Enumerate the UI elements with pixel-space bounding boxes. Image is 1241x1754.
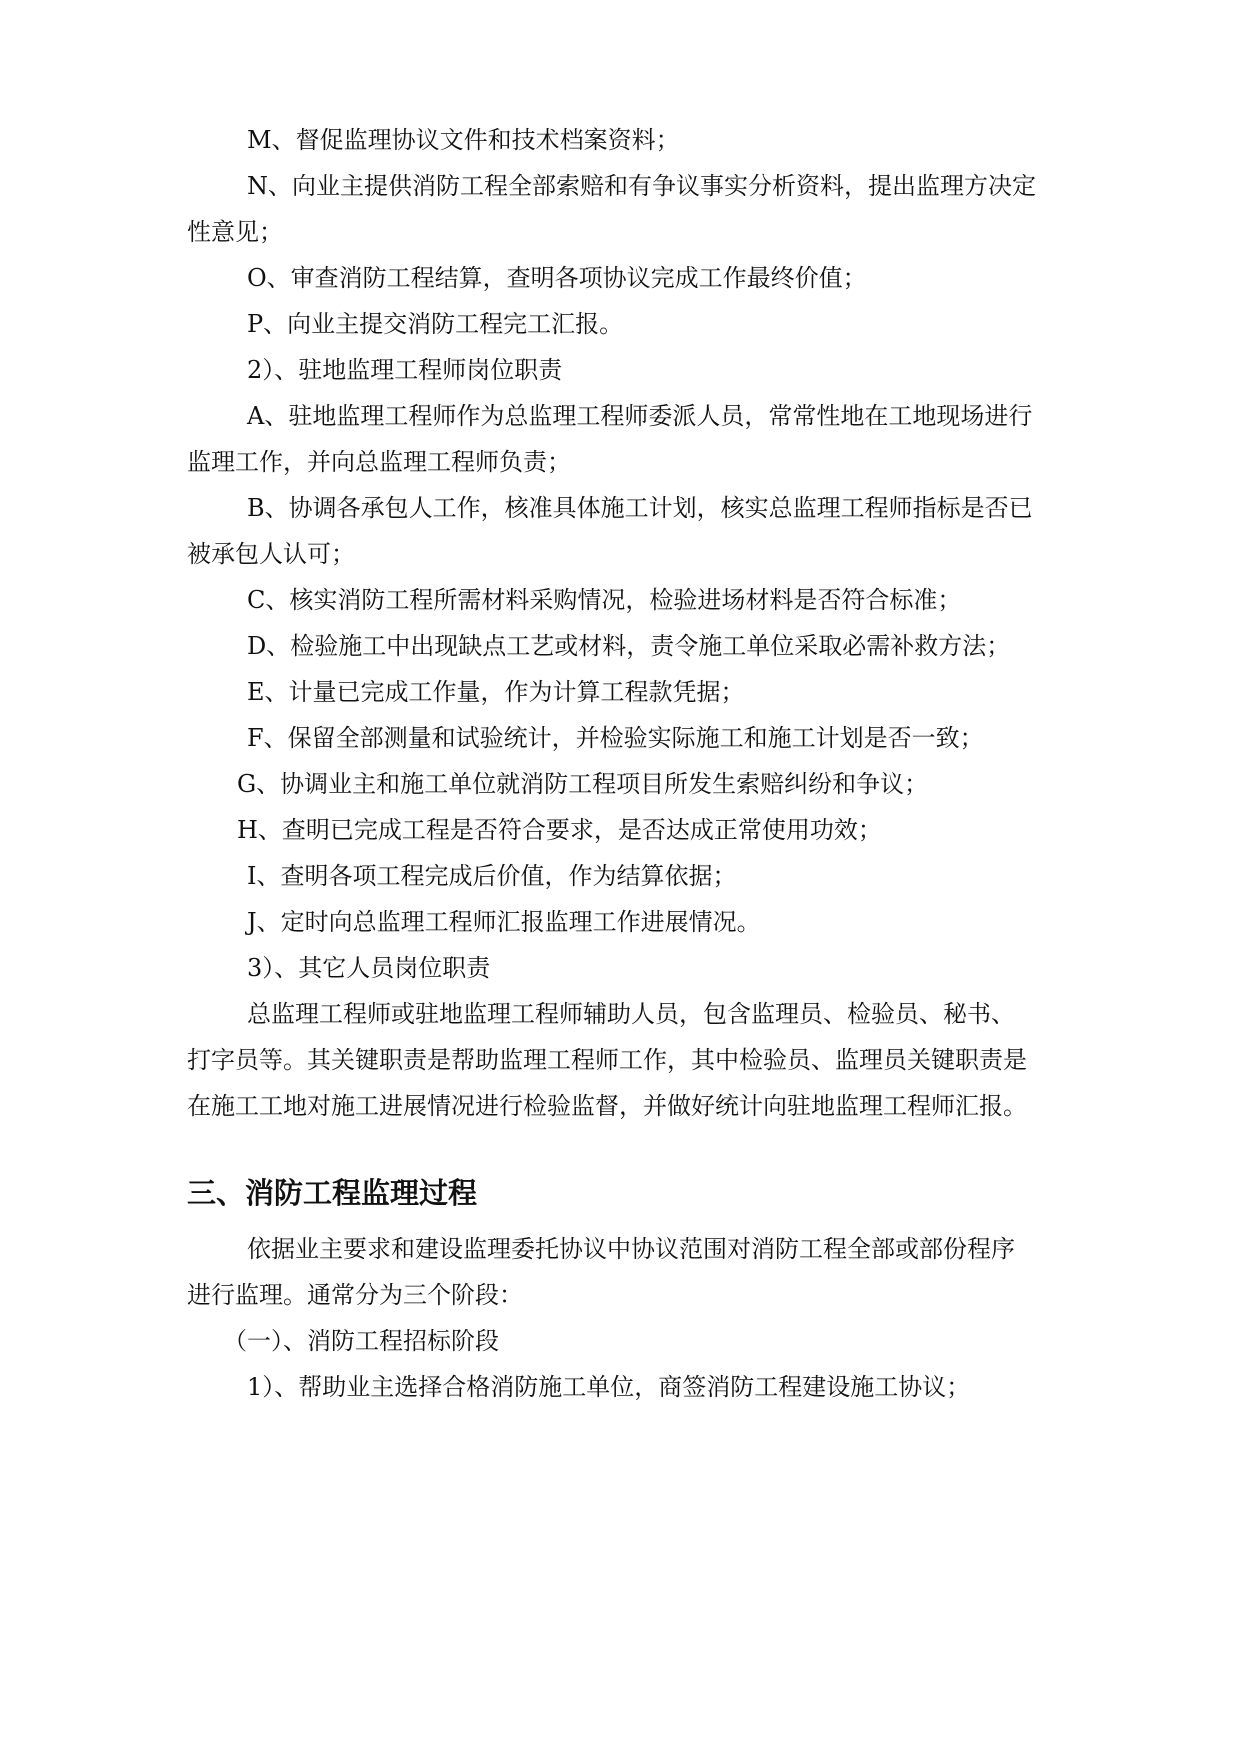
paragraph-line: I、查明各项工程完成后价值，作为结算依据；	[247, 862, 737, 890]
paragraph-line: E、计量已完成工作量，作为计算工程款凭据；	[247, 678, 745, 706]
paragraph-line: 在施工工地对施工进展情况进行检验监督，并做好统计向驻地监理工程师汇报。	[187, 1092, 1027, 1120]
section-heading: 三、消防工程监理过程	[187, 1176, 478, 1210]
paragraph-line: B、协调各承包人工作，核准具体施工计划，核实总监理工程师指标是否已	[247, 494, 1033, 522]
paragraph-line: J、定时向总监理工程师汇报监理工作进展情况。	[247, 908, 761, 936]
paragraph-line: 被承包人认可；	[187, 540, 355, 568]
subsection-heading: 3）、其它人员岗位职责	[247, 954, 491, 982]
paragraph-line: N、向业主提供消防工程全部索赔和有争议事实分析资料，提出监理方决定	[247, 172, 1036, 200]
subsection-heading: （一）、消防工程招标阶段	[223, 1327, 499, 1355]
paragraph-line: 进行监理。通常分为三个阶段：	[187, 1281, 523, 1309]
paragraph-line: 性意见；	[187, 218, 283, 246]
paragraph-line: F、保留全部测量和试验统计，并检验实际施工和施工计划是否一致；	[247, 724, 984, 752]
paragraph-line: G、协调业主和施工单位就消防工程项目所发生索赔纠纷和争议；	[237, 770, 929, 798]
paragraph-line: 监理工作，并向总监理工程师负责；	[187, 448, 571, 476]
paragraph-line: D、检验施工中出现缺点工艺或材料，责令施工单位采取必需补救方法；	[247, 632, 1011, 660]
paragraph-line: 依据业主要求和建设监理委托协议中协议范围对消防工程全部或部份程序	[247, 1235, 1015, 1263]
paragraph-line: O、审查消防工程结算，查明各项协议完成工作最终价值；	[247, 264, 867, 292]
paragraph-line: H、查明已完成工程是否符合要求，是否达成正常使用功效；	[237, 816, 882, 844]
subsection-heading: 2）、驻地监理工程师岗位职责	[247, 356, 563, 384]
paragraph-line: 打字员等。其关键职责是帮助监理工程师工作，其中检验员、监理员关键职责是	[187, 1046, 1027, 1074]
paragraph-line: 总监理工程师或驻地监理工程师辅助人员，包含监理员、检验员、秘书、	[247, 1000, 1015, 1028]
paragraph-line: A、驻地监理工程师作为总监理工程师委派人员，常常性地在工地现场进行	[247, 402, 1033, 430]
paragraph-line: C、核实消防工程所需材料采购情况，检验进场材料是否符合标准；	[247, 586, 962, 614]
paragraph-line: M、督促监理协议文件和技术档案资料；	[247, 126, 680, 154]
paragraph-line: P、向业主提交消防工程完工汇报。	[247, 310, 624, 338]
paragraph-line: 1）、帮助业主选择合格消防施工单位，商签消防工程建设施工协议；	[247, 1373, 971, 1401]
